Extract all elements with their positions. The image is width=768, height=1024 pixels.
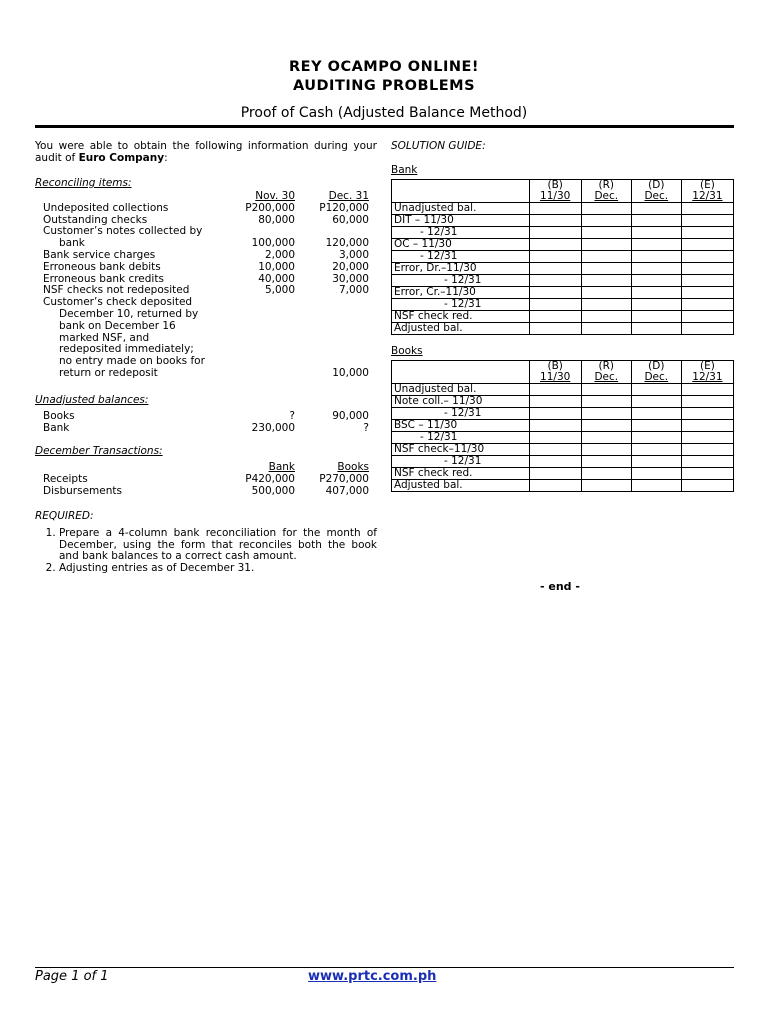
recon-item-dec31: 3,000 xyxy=(338,248,369,261)
table-row xyxy=(392,408,734,420)
website-link[interactable]: www.prtc.com.ph xyxy=(308,969,437,984)
table-row xyxy=(392,480,734,492)
amount-cell[interactable] xyxy=(529,287,581,299)
amount-cell[interactable] xyxy=(581,456,631,468)
table-row xyxy=(392,456,734,468)
amount-cell[interactable] xyxy=(681,311,733,323)
unadjusted-nov30: ? xyxy=(289,409,295,422)
amount-cell[interactable] xyxy=(631,227,681,239)
amount-cell[interactable] xyxy=(631,323,681,335)
col-header-dec31: Dec. 31 xyxy=(328,190,369,202)
amount-cell[interactable] xyxy=(529,396,581,408)
recon-item-label: bank on December 16 xyxy=(59,319,176,332)
books-heading: Books xyxy=(391,345,423,357)
amount-cell[interactable] xyxy=(681,275,733,287)
row-label: Unadjusted bal. xyxy=(392,203,530,215)
unadjusted-balances-table xyxy=(35,411,377,435)
table-row xyxy=(392,323,734,335)
books-reconciliation-table xyxy=(391,360,734,492)
amount-cell[interactable] xyxy=(581,311,631,323)
amount-cell[interactable] xyxy=(681,384,733,396)
amount-cell[interactable] xyxy=(529,384,581,396)
amount-cell[interactable] xyxy=(581,323,631,335)
amount-cell[interactable] xyxy=(681,468,733,480)
amount-cell[interactable] xyxy=(581,215,631,227)
column-code: (R) xyxy=(598,360,615,372)
col-header-bank: Bank xyxy=(268,461,295,474)
solution-guide xyxy=(391,140,734,492)
december-transactions-heading: December Transactions: xyxy=(35,445,163,458)
table-row xyxy=(392,396,734,408)
recon-item-dec31: 7,000 xyxy=(338,284,369,297)
page-number: Page 1 of 1 xyxy=(35,969,109,984)
row-label: - 12/31 xyxy=(392,432,530,444)
recon-item-dec31: 120,000 xyxy=(325,237,369,250)
amount-cell[interactable] xyxy=(631,299,681,311)
recon-item-label: bank xyxy=(59,237,85,250)
recon-item-label: return or redeposit xyxy=(59,366,158,379)
transaction-books: P270,000 xyxy=(319,473,369,486)
table-header-row xyxy=(392,361,734,384)
header-blank-cell xyxy=(392,180,530,203)
header-blank-cell xyxy=(392,361,530,384)
amount-cell[interactable] xyxy=(681,456,733,468)
recon-item-label: NSF checks not redeposited xyxy=(43,284,190,297)
row-label: - 12/31 xyxy=(392,227,530,239)
amount-cell[interactable] xyxy=(529,227,581,239)
reconciling-items-heading: Reconciling items: xyxy=(35,177,132,189)
table-header-row xyxy=(392,180,734,203)
amount-cell[interactable] xyxy=(529,299,581,311)
row-label: DIT – 11/30 xyxy=(392,215,530,227)
table-row xyxy=(392,299,734,311)
row-label: BSC – 11/30 xyxy=(392,420,530,432)
row-label: - 12/31 xyxy=(392,275,530,287)
amount-cell[interactable] xyxy=(581,275,631,287)
amount-cell[interactable] xyxy=(681,480,733,492)
amount-cell[interactable] xyxy=(681,408,733,420)
row-label: NSF check red. xyxy=(392,311,530,323)
recon-item-nov30 xyxy=(233,309,295,321)
column-code: (B) xyxy=(547,360,563,372)
amount-cell[interactable] xyxy=(681,444,733,456)
recon-item-label: Bank service charges xyxy=(43,248,156,261)
amount-cell[interactable] xyxy=(631,263,681,275)
column-header xyxy=(631,180,681,203)
amount-cell[interactable] xyxy=(529,215,581,227)
table-row xyxy=(392,384,734,396)
amount-cell[interactable] xyxy=(631,215,681,227)
amount-cell[interactable] xyxy=(581,420,631,432)
row-label: OC – 11/30 xyxy=(392,239,530,251)
table-row xyxy=(392,227,734,239)
required-item: 1. Prepare a 4-column bank reconciliation for the month of December, using the form that reconciles both the book and bank balances to a correct cash amount. xyxy=(59,528,377,563)
amount-cell[interactable] xyxy=(681,239,733,251)
unadjusted-label: Books xyxy=(43,409,75,422)
amount-cell[interactable] xyxy=(529,239,581,251)
table-row xyxy=(392,287,734,299)
reconciling-items-table xyxy=(35,191,377,380)
amount-cell[interactable] xyxy=(529,468,581,480)
december-transactions-table xyxy=(35,462,377,497)
amount-cell[interactable] xyxy=(631,251,681,263)
recon-item-nov30 xyxy=(233,297,295,309)
recon-item-nov30: 5,000 xyxy=(264,284,295,297)
row-label: Error, Cr.–11/30 xyxy=(392,287,530,299)
amount-cell[interactable] xyxy=(631,384,681,396)
amount-cell[interactable] xyxy=(631,420,681,432)
amount-cell[interactable] xyxy=(631,311,681,323)
amount-cell[interactable] xyxy=(529,251,581,263)
column-header xyxy=(681,361,733,384)
row-label: Unadjusted bal. xyxy=(392,384,530,396)
header-rule xyxy=(35,125,734,128)
unadjusted-nov30: 230,000 xyxy=(251,421,295,434)
amount-cell[interactable] xyxy=(631,456,681,468)
column-period: 12/31 xyxy=(692,371,723,383)
recon-item-nov30 xyxy=(233,368,295,380)
amount-cell[interactable] xyxy=(581,287,631,299)
row-label: Error, Dr.–11/30 xyxy=(392,263,530,275)
unadjusted-dec31: ? xyxy=(363,421,369,434)
amount-cell[interactable] xyxy=(581,396,631,408)
column-header xyxy=(529,361,581,384)
recon-item-dec31 xyxy=(295,297,369,309)
table-row xyxy=(392,203,734,215)
amount-cell[interactable] xyxy=(681,323,733,335)
amount-cell[interactable] xyxy=(529,444,581,456)
amount-cell[interactable] xyxy=(529,263,581,275)
unadjusted-label: Bank xyxy=(43,421,70,434)
recon-item-dec31: P120,000 xyxy=(319,201,369,214)
amount-cell[interactable] xyxy=(529,432,581,444)
amount-cell[interactable] xyxy=(631,239,681,251)
amount-cell[interactable] xyxy=(681,263,733,275)
column-code: (E) xyxy=(699,179,715,191)
row-label: - 12/31 xyxy=(392,251,530,263)
row-label: - 12/31 xyxy=(392,299,530,311)
amount-cell[interactable] xyxy=(631,432,681,444)
amount-cell[interactable] xyxy=(681,299,733,311)
recon-item-nov30 xyxy=(233,356,295,368)
recon-item-label: Erroneous bank credits xyxy=(43,272,164,285)
row-label: NSF check–11/30 xyxy=(392,444,530,456)
column-code: (D) xyxy=(648,179,665,191)
recon-item-label: Customer’s notes collected by xyxy=(43,225,203,238)
recon-item-label: Erroneous bank debits xyxy=(43,260,161,273)
table-row xyxy=(392,239,734,251)
row-label: - 12/31 xyxy=(392,456,530,468)
row-label: Adjusted bal. xyxy=(392,323,530,335)
recon-item-dec31 xyxy=(295,333,369,345)
column-code: (R) xyxy=(598,179,615,191)
recon-item-label: Undeposited collections xyxy=(43,201,169,214)
unadjusted-balances-heading: Unadjusted balances: xyxy=(35,393,149,406)
solution-guide-heading: SOLUTION GUIDE: xyxy=(391,140,486,152)
recon-item-label: Outstanding checks xyxy=(43,213,148,226)
amount-cell[interactable] xyxy=(529,323,581,335)
unadjusted-dec31: 90,000 xyxy=(332,409,369,422)
amount-cell[interactable] xyxy=(581,227,631,239)
recon-item-nov30: 80,000 xyxy=(258,213,295,226)
recon-item-nov30: 40,000 xyxy=(258,272,295,285)
bank-heading: Bank xyxy=(391,164,418,176)
required-item: 2. Adjusting entries as of December 31. xyxy=(59,563,377,575)
transaction-bank: P420,000 xyxy=(245,473,295,486)
required-heading: REQUIRED: xyxy=(35,509,94,522)
row-label: NSF check red. xyxy=(392,468,530,480)
amount-cell[interactable] xyxy=(681,420,733,432)
column-period: 12/31 xyxy=(692,190,723,202)
col-header-books: Books xyxy=(337,461,369,474)
column-period: Dec. xyxy=(594,371,619,383)
recon-item-nov30: 100,000 xyxy=(251,237,295,250)
amount-cell[interactable] xyxy=(581,203,631,215)
amount-cell[interactable] xyxy=(581,444,631,456)
recon-item-nov30: 10,000 xyxy=(258,260,295,273)
amount-cell[interactable] xyxy=(581,432,631,444)
amount-cell[interactable] xyxy=(681,287,733,299)
amount-cell[interactable] xyxy=(581,468,631,480)
transaction-label: Disbursements xyxy=(43,484,122,497)
column-header xyxy=(581,361,631,384)
amount-cell[interactable] xyxy=(681,251,733,263)
amount-cell[interactable] xyxy=(529,420,581,432)
intro-colon: : xyxy=(164,152,168,164)
amount-cell[interactable] xyxy=(529,275,581,287)
column-period: 11/30 xyxy=(540,190,571,202)
amount-cell[interactable] xyxy=(529,311,581,323)
recon-item-label: Customer’s check deposited xyxy=(43,296,193,309)
amount-cell[interactable] xyxy=(581,251,631,263)
footer-rule xyxy=(35,967,734,968)
row-label: Adjusted bal. xyxy=(392,480,530,492)
column-header xyxy=(581,180,631,203)
column-header xyxy=(681,180,733,203)
amount-cell[interactable] xyxy=(631,408,681,420)
problem-column xyxy=(35,140,377,575)
amount-cell[interactable] xyxy=(681,215,733,227)
amount-cell[interactable] xyxy=(631,480,681,492)
amount-cell[interactable] xyxy=(631,444,681,456)
recon-item-label: redeposited immediately; xyxy=(59,343,194,356)
row-label: Note coll.– 11/30 xyxy=(392,396,530,408)
recon-item-nov30 xyxy=(233,344,295,356)
transaction-books: 407,000 xyxy=(325,484,369,497)
amount-cell[interactable] xyxy=(529,456,581,468)
table-row xyxy=(392,444,734,456)
recon-item-dec31: 60,000 xyxy=(332,213,369,226)
amount-cell[interactable] xyxy=(631,275,681,287)
recon-item-dec31: 10,000 xyxy=(332,366,369,379)
company-name: Euro Company xyxy=(78,152,165,164)
amount-cell[interactable] xyxy=(631,468,681,480)
amount-cell[interactable] xyxy=(581,480,631,492)
column-period: 11/30 xyxy=(540,371,571,383)
recon-item-dec31: 20,000 xyxy=(332,260,369,273)
amount-cell[interactable] xyxy=(681,396,733,408)
header-title-2: AUDITING PROBLEMS xyxy=(292,78,476,94)
column-code: (D) xyxy=(648,360,665,372)
amount-cell[interactable] xyxy=(581,384,631,396)
table-row xyxy=(392,263,734,275)
required-list xyxy=(35,528,377,575)
amount-cell[interactable] xyxy=(681,432,733,444)
amount-cell[interactable] xyxy=(581,239,631,251)
recon-item-nov30 xyxy=(233,333,295,345)
recon-item-label: marked NSF, and xyxy=(59,331,150,344)
table-row xyxy=(392,275,734,287)
recon-item-dec31 xyxy=(295,321,369,333)
column-header xyxy=(631,361,681,384)
recon-item-dec31 xyxy=(295,344,369,356)
amount-cell[interactable] xyxy=(581,299,631,311)
column-header xyxy=(529,180,581,203)
amount-cell[interactable] xyxy=(631,203,681,215)
amount-cell[interactable] xyxy=(631,396,681,408)
end-marker: - end - xyxy=(540,580,580,593)
amount-cell[interactable] xyxy=(581,263,631,275)
table-row xyxy=(392,251,734,263)
table-row xyxy=(392,468,734,480)
column-period: Dec. xyxy=(644,371,669,383)
amount-cell[interactable] xyxy=(581,408,631,420)
amount-cell[interactable] xyxy=(681,227,733,239)
row-label: - 12/31 xyxy=(392,408,530,420)
amount-cell[interactable] xyxy=(529,480,581,492)
recon-item-dec31 xyxy=(295,309,369,321)
page-subtitle: Proof of Cash (Adjusted Balance Method) xyxy=(240,105,528,121)
column-code: (E) xyxy=(699,360,715,372)
recon-item-label: no entry made on books for xyxy=(59,355,205,368)
recon-item-label: December 10, returned by xyxy=(59,307,199,320)
header-title-1: REY OCAMPO ONLINE! xyxy=(289,59,479,75)
amount-cell[interactable] xyxy=(529,203,581,215)
amount-cell[interactable] xyxy=(529,408,581,420)
table-row xyxy=(392,432,734,444)
recon-item-nov30: 2,000 xyxy=(264,248,295,261)
recon-item-nov30 xyxy=(233,321,295,333)
column-code: (B) xyxy=(547,179,563,191)
recon-item-dec31: 30,000 xyxy=(332,272,369,285)
amount-cell[interactable] xyxy=(681,203,733,215)
intro-paragraph xyxy=(35,140,377,164)
column-period: Dec. xyxy=(644,190,669,202)
transaction-bank: 500,000 xyxy=(251,484,295,497)
table-row xyxy=(392,215,734,227)
recon-item-nov30: P200,000 xyxy=(245,201,295,214)
amount-cell[interactable] xyxy=(631,287,681,299)
intro-text: You were able to obtain the following information during your audit of xyxy=(35,140,377,164)
col-header-nov30: Nov. 30 xyxy=(255,190,295,202)
column-period: Dec. xyxy=(594,190,619,202)
table-row xyxy=(392,311,734,323)
transaction-label: Receipts xyxy=(43,473,88,486)
table-row xyxy=(392,420,734,432)
bank-reconciliation-table xyxy=(391,179,734,335)
